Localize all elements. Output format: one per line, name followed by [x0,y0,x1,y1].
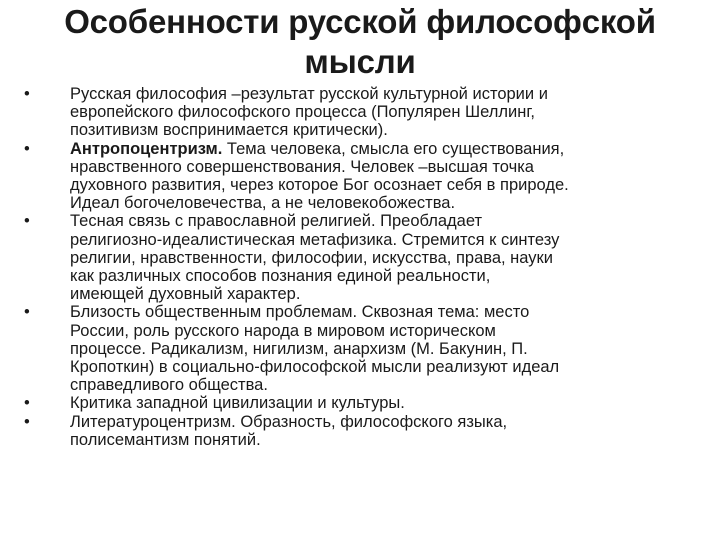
bullet-line: процессе. Радикализм, нигилизм, анархизм (М. Бакунин, П. [70,339,528,358]
bullet-marker-icon: • [24,412,30,431]
bullet-line: позитивизм воспринимается критически). [70,121,388,140]
bullet-marker-icon: • [24,394,30,413]
bullet-line: справедливого общества. [70,376,268,395]
bullet-line: нравственного совершенствования. Человек –высшая точка [70,157,534,176]
bullet-line: Кропоткин) в социально-философской мысли реализуют идеал [70,358,560,377]
bullet-line-text: Тема человека, смысла его существования, [222,139,565,158]
bullet-item-anthropocentrism [24,140,694,213]
bullet-line [70,140,694,158]
bullet-lead-term: Антропоцентризм. [70,139,223,158]
bullet-item-critique [24,394,694,412]
bullet-item-social [24,303,694,394]
bullet-line: как различных способов познания единой реальности, [70,267,491,286]
bullet-line: духовного развития, через которое Бог осознает себя в природе. [70,176,569,195]
bullet-line: Идеал богочеловечества, а не человекобожества. [70,194,456,213]
bullet-line: полисемантизм понятий. [70,430,261,449]
bullet-line: Близость общественным проблемам. Сквозная тема: место [70,303,530,322]
bullet-list [24,85,694,449]
bullet-line: европейского философского процесса (Популярен Шеллинг, [70,103,535,122]
bullet-item-literature [24,413,694,449]
bullet-marker-icon: • [24,139,30,158]
bullet-item-orthodoxy [24,212,694,303]
bullet-line: России, роль русского народа в мировом историческом [70,321,496,340]
bullet-marker-icon: • [24,85,30,103]
bullet-line: религиозно-идеалистическая метафизика. Стремится к синтезу [70,230,560,249]
bullet-line: Русская философия –результат русской культурной истории и [70,85,548,103]
bullet-item-history [24,85,694,140]
bullet-line: Критика западной цивилизации и культуры. [70,394,405,413]
bullet-line: имеющей духовный характер. [70,285,301,304]
bullet-marker-icon: • [24,303,30,322]
slide-title-line-1: Особенности русской философской [64,3,656,40]
bullet-line: религии, нравственности, философии, искусства, права, науки [70,248,553,267]
slide-title-line-2: мысли [304,43,416,80]
slide-title [60,2,660,82]
bullet-marker-icon: • [24,212,30,231]
bullet-line: Литературоцентризм. Образность, философского языка, [70,412,508,431]
bullet-line: Тесная связь с православной религией. Преобладает [70,212,483,231]
